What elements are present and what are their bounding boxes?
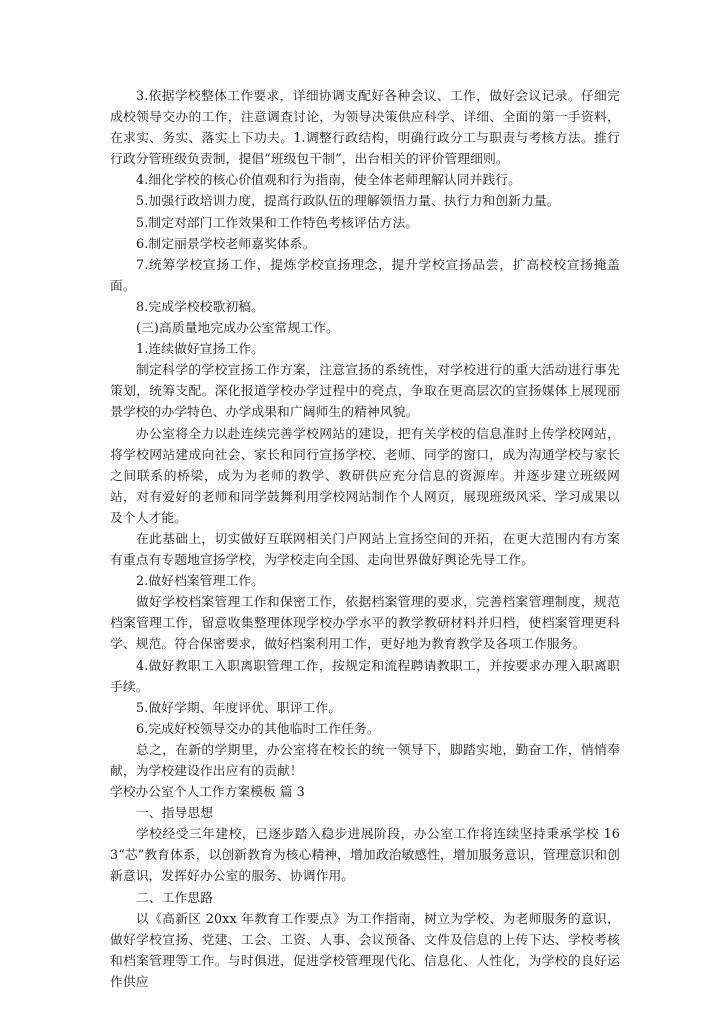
subsection-heading: 1.连续做好宣扬工作。 <box>136 342 265 358</box>
paragraph: 制定科学的学校宣扬工作方案，注意宣扬的系统性，对学校进行的重大活动进行事先策划，统筹支配。深化报道学校办学过程中的亮点，争取在更高层次的宣扬媒体上展现丽景学校的办学特色、办学成果和广阔师生的精神风貌。 <box>110 363 620 421</box>
paragraph: 6.制定丽景学校老师嘉奖体系。 <box>136 236 316 252</box>
document-body <box>110 86 620 993</box>
paragraph: 总之，在新的学期里，办公室将在校长的统一领导下，脚踏实地，勤奋工作，悄悄奉献，为学校建设作出应有的贡献！ <box>110 742 620 779</box>
article-title: 学校办公室个人工作方案模板 篇 3 <box>110 785 305 801</box>
paragraph: 学校经受三年建校，已逐步踏入稳步进展阶段，办公室工作将连续坚持秉承学校 163“芯”教育体系，以创新教育为核心精神，增加政治敏感性，增加服务意识，管理意识和创新意识，发挥好办公室的服务、协调作用。 <box>110 827 620 885</box>
paragraph: 办公室将全力以赴连续完善学校网站的建设，把有关学校的信息准时上传学校网站，将学校网站建成向社会、家长和同行宣扬学校、老师、同学的窗口，成为沟通学校与家长之间联系的桥梁，成为为老师的教学、教研供应充分信息的资源库。并逐步建立班级网站，对有爱好的老师和同学鼓舞利用学校网站制作个人网页，展现班级风采、学习成果以及个人才能。 <box>110 426 620 526</box>
section-heading: (三)高质量地完成办公室常规工作。 <box>136 321 339 337</box>
section-heading: 二、工作思路 <box>136 890 214 906</box>
paragraph: 7.统筹学校宣扬工作，提炼学校宣扬理念，提升学校宣扬品尝，扩高校校宣扬掩盖面。 <box>110 257 620 294</box>
paragraph: 在此基础上，切实做好互联网相关门户网站上宣扬空间的开拓，在更大范围内有方案有重点有专题地宣扬学校，为学校走向全国、走向世界做好舆论先导工作。 <box>110 531 620 569</box>
paragraph: 4.细化学校的核心价值观和行为指南，使全体老师理解认同并践行。 <box>136 173 522 189</box>
paragraph: 6.完成好校领导交办的其他临时工作任务。 <box>136 721 380 737</box>
paragraph: 4.做好教职工入职离职管理工作，按规定和流程聘请教职工，并按要求办理入职离职手续。 <box>110 658 620 695</box>
paragraph: 8.完成学校校歌初稿。 <box>136 299 265 315</box>
paragraph: 以《高新区 20xx 年教育工作要点》为工作指南，树立为学校、为老师服务的意识，做好学校宣扬、党建、工会、工资、人事、会议预备、文件及信息的上传下达、学校考核和档案管理等工作。与时俱进，促进学校管理现代化、信息化、人性化，为学校的良好运作供应 <box>110 911 620 990</box>
paragraph: 做好学校档案管理工作和保密工作，依据档案管理的要求，完善档案管理制度，规范档案管理工作，留意收集整理体现学校办学水平的教学教研材料并归档，使档案管理更科学、规范。符合保密要求，做好档案利用工作，更好地为教育教学及各项工作服务。 <box>110 595 620 653</box>
paragraph: 5.制定对部门工作效果和工作特色考核评估方法。 <box>136 215 419 231</box>
section-heading: 一、指导思想 <box>136 806 214 822</box>
subsection-heading: 2.做好档案管理工作。 <box>136 574 265 590</box>
paragraph: 5.加强行政培训力度，提高行政队伍的理解领悟力量、执行力和创新力量。 <box>136 194 560 210</box>
paragraph: 5.做好学期、年度评优、职评工作。 <box>136 700 342 716</box>
paragraph: 3.依据学校整体工作要求，详细协调支配好各种会议、工作，做好会议记录。仔细完成校领导交办的工作，注意调查讨论，为领导决策供应科学、详细、全面的第一手资料，在求实、务实、落实上下功夫。1.调整行政结构，明确行政分工与职责与考核方法。推行行政分管班级负责制，提倡“班级包干制”，出台相关的评价管理细则。 <box>110 89 620 168</box>
